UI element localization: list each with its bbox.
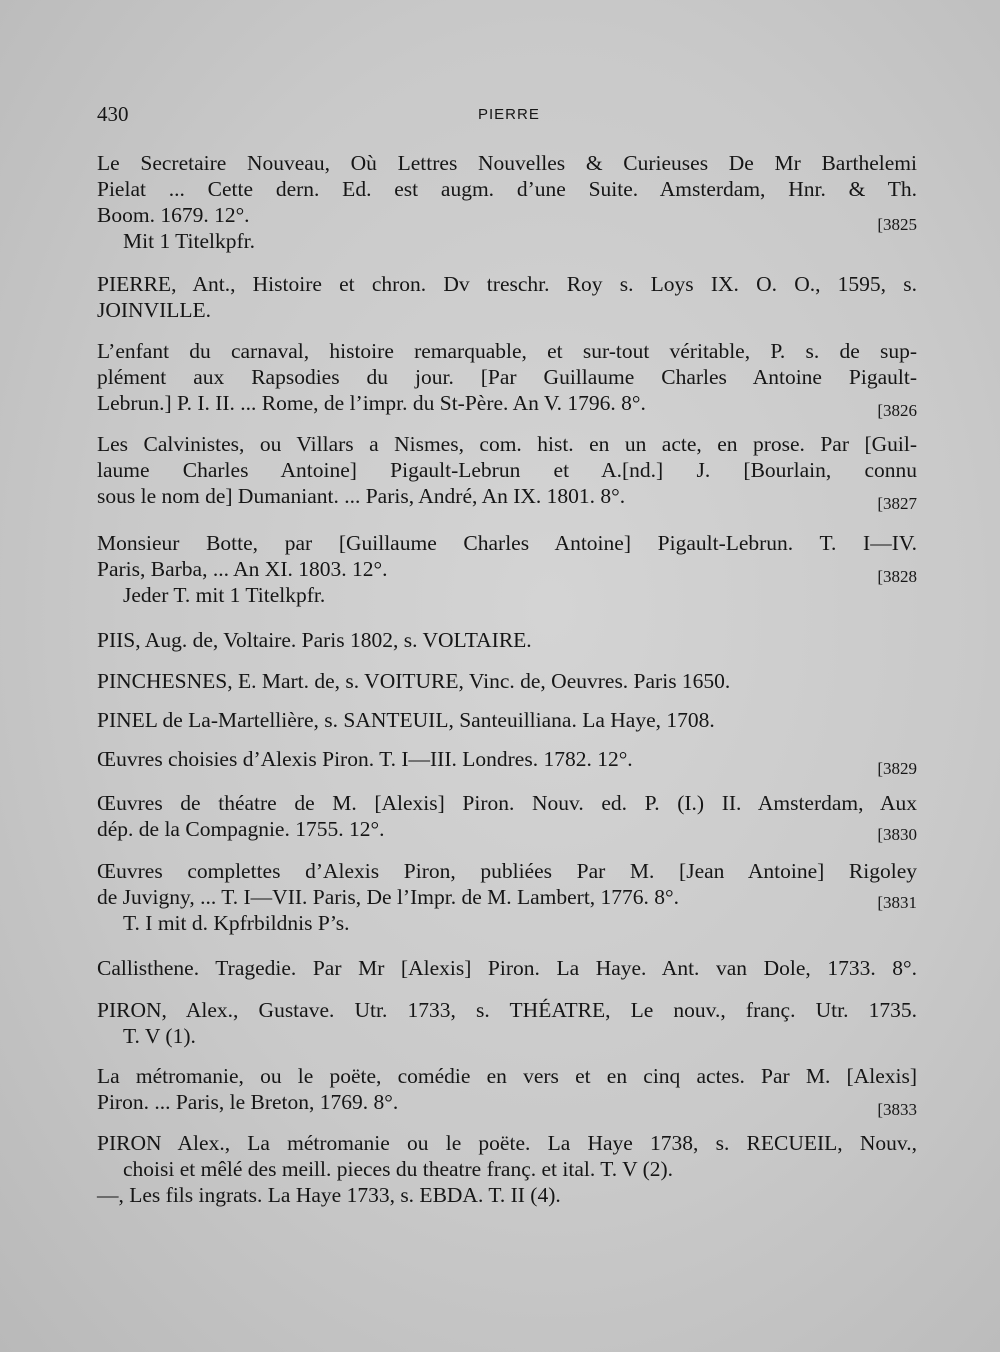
catalog-entry-3825: [97, 150, 917, 254]
entry-line: L’enfant du carnaval, histoire remarquable, et sur-tout véritable, P. s. de sup-: [97, 339, 917, 363]
entry-number: [3833: [877, 1100, 917, 1119]
catalog-entry-3833: [97, 1063, 917, 1119]
entry-line: Paris, Barba, ... An XI. 1803. 12°.: [97, 557, 388, 581]
entry-line: dép. de la Compagnie. 1755. 12°.: [97, 817, 385, 841]
catalog-entry-3826: [97, 338, 917, 420]
entry-number: [3825: [877, 215, 917, 234]
entry-line: choisi et mêlé des meill. pieces du theatre franç. et ital. T. V (2).: [123, 1157, 674, 1181]
entry-line: laume Charles Antoine] Pigault-Lebrun et A.[nd.] J. [Bourlain, connu: [97, 458, 917, 482]
running-head: PIERRE: [478, 106, 540, 123]
catalog-entry-pinchesnes: [97, 668, 917, 694]
entry-line: PINEL de La-Martellière, s. SANTEUIL, Santeuilliana. La Haye, 1708.: [97, 708, 715, 732]
entry-number: [3829: [877, 759, 917, 778]
entry-line: Pielat ... Cette dern. Ed. est augm. d’une Suite. Amsterdam, Hnr. & Th.: [97, 177, 917, 201]
catalog-entry-pierre: [97, 271, 917, 323]
catalog-entry-3829: [97, 746, 917, 778]
entry-number: [3830: [877, 825, 917, 844]
entry-line: de Juvigny, ... T. I—VII. Paris, De l’Impr. de M. Lambert, 1776. 8°.: [97, 885, 680, 909]
entry-line: sous le nom de] Dumaniant. ... Paris, André, An IX. 1801. 8°.: [97, 484, 626, 508]
entry-line: Boom. 1679. 12°.: [97, 203, 250, 227]
catalog-entry-3827: [97, 431, 917, 513]
entry-line: Piron. ... Paris, le Breton, 1769. 8°.: [97, 1090, 399, 1114]
entry-number: [3828: [877, 567, 917, 586]
catalog-entry-pinel: [97, 707, 917, 733]
entry-line: Monsieur Botte, par [Guillaume Charles Antoine] Pigault-Lebrun. T. I—IV.: [97, 531, 917, 555]
entry-line: PINCHESNES, E. Mart. de, s. VOITURE, Vinc. de, Oeuvres. Paris 1650.: [97, 669, 731, 693]
entry-line: Le Secretaire Nouveau, Où Lettres Nouvelles & Curieuses De Mr Barthelemi: [97, 151, 917, 175]
entry-line: JOINVILLE.: [97, 298, 212, 322]
entry-line: Callisthene. Tragedie. Par Mr [Alexis] Piron. La Haye. Ant. van Dole, 1733. 8°.: [97, 956, 917, 980]
catalog-entry-3830: [97, 790, 917, 842]
catalog-entry-callisthene: [97, 955, 917, 981]
catalog-entry-3828: [97, 530, 917, 608]
entry-line: La métromanie, ou le poëte, comédie en vers et en cinq actes. Par M. [Alexis]: [97, 1064, 917, 1088]
page-number: 430: [97, 102, 129, 126]
entry-line: Les Calvinistes, ou Villars a Nismes, com. hist. en un acte, en prose. Par [Guil-: [97, 432, 917, 456]
entry-number: [3826: [877, 401, 917, 420]
entry-line: Mit 1 Titelkpfr.: [123, 229, 256, 253]
entry-line: T. I mit d. Kpfrbildnis P’s.: [123, 911, 350, 935]
entry-line: T. V (1).: [123, 1024, 196, 1048]
entry-line: Jeder T. mit 1 Titelkpfr.: [123, 583, 326, 607]
catalog-entry-piron-metromanie: [97, 1130, 917, 1208]
catalog-entry-piron-gustave: [97, 997, 917, 1049]
entry-line: Œuvres choisies d’Alexis Piron. T. I—III. Londres. 1782. 12°.: [97, 747, 633, 771]
entry-line: Lebrun.] P. I. II. ... Rome, de l’impr. du St-Père. An V. 1796. 8°.: [97, 391, 646, 415]
entry-line: PIRON, Alex., Gustave. Utr. 1733, s. THÉATRE, Le nouv., franç. Utr. 1735.: [97, 998, 917, 1022]
entry-number: [3831: [877, 893, 917, 912]
entry-line: PIRON Alex., La métromanie ou le poëte. La Haye 1738, s. RECUEIL, Nouv.,: [97, 1131, 917, 1155]
entry-line: PIERRE, Ant., Histoire et chron. Dv treschr. Roy s. Loys IX. O. O., 1595, s.: [97, 272, 917, 296]
entry-line: Œuvres de théatre de M. [Alexis] Piron. Nouv. ed. P. (I.) II. Amsterdam, Aux: [97, 791, 917, 815]
entry-line: Œuvres complettes d’Alexis Piron, publiées Par M. [Jean Antoine] Rigoley: [97, 859, 917, 883]
catalog-entry-3831: [97, 858, 917, 936]
entry-line: plément aux Rapsodies du jour. [Par Guillaume Charles Antoine Pigault-: [97, 365, 917, 389]
entry-line: —, Les fils ingrats. La Haye 1733, s. EBDA. T. II (4).: [97, 1183, 561, 1207]
entry-number: [3827: [877, 494, 917, 513]
entry-line: PIIS, Aug. de, Voltaire. Paris 1802, s. VOLTAIRE.: [97, 628, 532, 652]
catalog-entry-piis: [97, 627, 917, 653]
